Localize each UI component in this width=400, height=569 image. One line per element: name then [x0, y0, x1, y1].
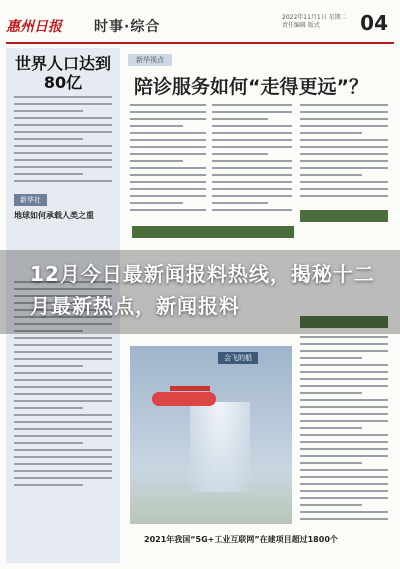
- overlay-banner: [0, 250, 400, 334]
- overlay-banner-text: 12月今日最新闻报料热线，揭秘十二月最新热点，新闻报料: [30, 262, 375, 318]
- article-column-1: [130, 104, 206, 216]
- water-drop-graphic: [190, 402, 250, 492]
- section-title: 时事·综合: [94, 19, 161, 35]
- page-number: 04: [360, 11, 388, 35]
- article-kicker: 新华视点: [128, 54, 172, 66]
- article-column-4: [300, 336, 388, 525]
- article-column-2: [212, 104, 292, 216]
- newspaper-logo: 惠州日报: [6, 19, 62, 35]
- photo-caption: 2021年我国“5G+工业互联网”在建项目超过1800个: [144, 535, 338, 544]
- news-photo-seaplane: [130, 346, 292, 524]
- plane-wing-graphic: [170, 386, 210, 391]
- left-subhead: 地球如何承载人类之重: [14, 211, 94, 220]
- issue-editor: 责任编辑 版式: [282, 22, 320, 29]
- left-tag: 新华社: [14, 194, 47, 206]
- left-body-text-lines: [14, 96, 112, 182]
- masthead: [6, 6, 394, 44]
- left-headline: 世界人口达到80亿: [14, 54, 111, 92]
- issue-meta: [282, 14, 347, 30]
- side-subheading-box-1: [300, 210, 388, 222]
- seaplane-graphic: [152, 392, 216, 406]
- photo-tag: 会飞的船: [218, 352, 258, 364]
- inline-subheading-box: [132, 226, 294, 238]
- issue-date: 2022年11月1日 星期二: [282, 14, 347, 21]
- article-headline: 陪诊服务如何“走得更远”？: [134, 76, 368, 98]
- article-column-3: [300, 104, 388, 202]
